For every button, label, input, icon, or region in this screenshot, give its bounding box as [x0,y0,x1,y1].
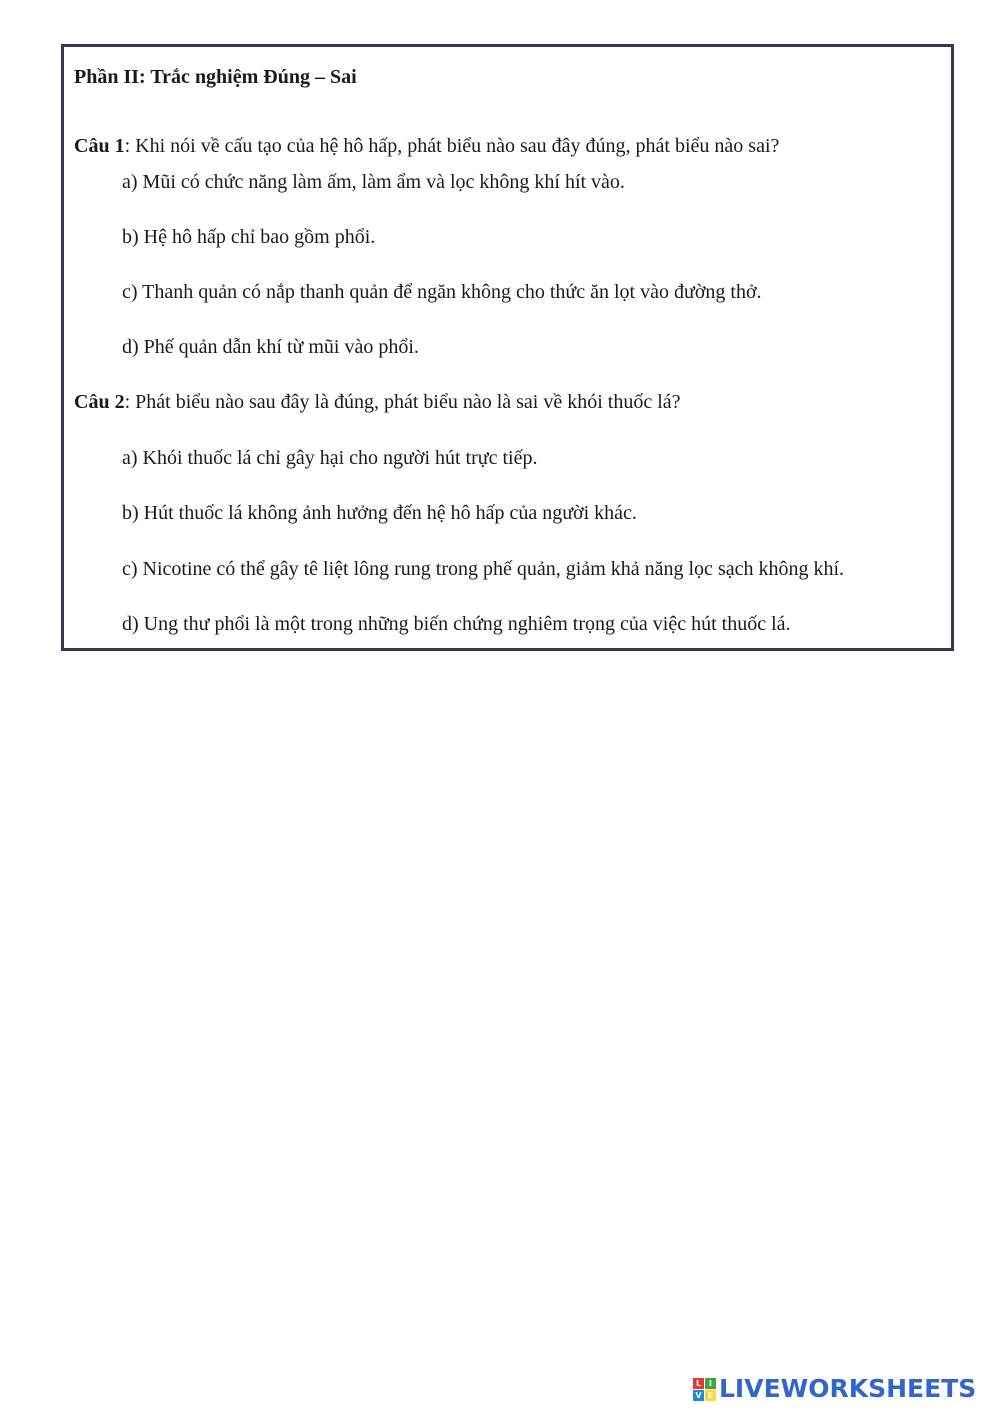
question-1 [74,134,779,158]
question-box [61,44,954,651]
question-2-label: Câu 2 [74,391,125,413]
logo-tile-1: L [693,1378,704,1389]
question-1-option-d: d) Phế quản dẫn khí từ mũi vào phổi. [122,336,419,358]
question-1-option-b: b) Hệ hô hấp chỉ bao gồm phổi. [122,226,376,248]
question-2-text: : Phát biểu nào sau đây là đúng, phát biểu nào là sai về khói thuốc lá? [124,391,681,413]
liveworksheets-wordmark: LIVEWORKSHEETS [719,1374,977,1403]
section-title: Phần II: Trắc nghiệm Đúng – Sai [74,66,357,88]
question-2-option-b: b) Hút thuốc lá không ảnh hưởng đến hệ hô hấp của người khác. [122,502,637,524]
logo-tile-3: V [693,1390,704,1401]
question-1-text: : Khi nói về cấu tạo của hệ hô hấp, phát biểu nào sau đây đúng, phát biểu nào sai? [124,135,780,157]
question-2-option-a: a) Khói thuốc lá chỉ gây hại cho người hút trực tiếp. [122,447,538,469]
question-2 [74,390,681,414]
logo-tile-2: I [705,1378,716,1389]
liveworksheets-brand [693,1374,976,1404]
question-2-option-d: d) Ung thư phổi là một trong những biến chứng nghiêm trọng của việc hút thuốc lá. [122,613,791,635]
liveworksheets-logo-icon [693,1378,716,1401]
question-1-option-a: a) Mũi có chức năng làm ấm, làm ẩm và lọc không khí hít vào. [122,171,625,193]
question-1-option-c: c) Thanh quản có nắp thanh quản để ngăn không cho thức ăn lọt vào đường thở. [122,281,762,303]
logo-tile-4: E [705,1390,716,1401]
question-2-option-c: c) Nicotine có thể gây tê liệt lông rung trong phế quản, giảm khả năng lọc sạch không khí. [122,558,845,580]
question-1-label: Câu 1 [74,135,125,157]
